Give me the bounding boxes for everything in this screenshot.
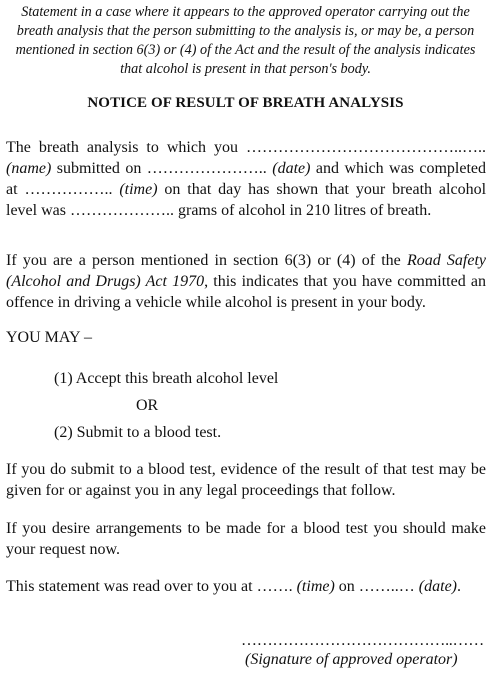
- read-date-label: (date): [418, 578, 457, 595]
- request-paragraph: If you desire arrangements to be made for a blood test you should make your request now.: [6, 520, 486, 558]
- time-label: (time): [119, 181, 158, 198]
- para2-text-1: If you are a person mentioned in section 6(3) or (4) of the: [6, 252, 407, 269]
- preamble-statement: Statement in a case where it appears to the approved operator carrying out the breath analysis that the person submitting to the analysis is, or may be, a person mentioned in section 6(3) or (4) of the Act and the result of the analysis indicates that alcohol is present in that person's body.: [15, 4, 476, 77]
- para1-text-5: grams of alcohol in 210 litres of breath.: [173, 202, 432, 219]
- you-may-heading: YOU MAY –: [6, 329, 92, 346]
- read-date-dots: ……..…: [358, 578, 415, 595]
- option-accept-level: (1) Accept this breath alcohol level: [54, 370, 279, 387]
- signature-line: …………………………………..……: [241, 632, 484, 649]
- act-title: Road Safety (Alcohol and Drugs) Act 1970: [6, 252, 487, 290]
- time-dots: ……………..: [24, 181, 113, 198]
- read-over-paragraph: [6, 576, 486, 597]
- name-dots: …………………………………..…..: [246, 139, 486, 156]
- read-time-label: (time): [296, 578, 335, 595]
- evidence-paragraph: If you do submit to a blood test, evidence of the result of that test may be given for or against you in any legal proceedings that follow.: [6, 461, 486, 499]
- signature-label: (Signature of approved operator): [245, 651, 458, 668]
- name-label: (name): [6, 160, 52, 177]
- para6-text-2: on: [334, 578, 359, 595]
- para1-text-2: submitted on: [51, 160, 147, 177]
- option-blood-test: (2) Submit to a blood test.: [54, 424, 222, 441]
- notice-title: NOTICE OF RESULT OF BREATH ANALYSIS: [87, 95, 404, 111]
- para6-text-1: This statement was read over to you at: [6, 578, 257, 595]
- breath-analysis-paragraph: [6, 137, 486, 221]
- para1-text-1: The breath analysis to which you: [6, 139, 246, 156]
- date-dots: …………………..: [146, 160, 267, 177]
- para6-text-3: .: [457, 578, 461, 595]
- option-or: OR: [136, 397, 159, 414]
- para1-text-4: on that day has shown that your breath alcohol level was: [6, 181, 487, 219]
- alcohol-level-dots: ………………..: [69, 202, 174, 219]
- para2-text-2: , this indicates that you have committed an offence in driving a vehicle while alcohol is present in your body.: [6, 273, 486, 311]
- offence-paragraph: [6, 250, 486, 313]
- para1-text-3: and which was completed at: [6, 160, 487, 198]
- read-time-dots: …….: [256, 578, 293, 595]
- date-label: (date): [272, 160, 311, 177]
